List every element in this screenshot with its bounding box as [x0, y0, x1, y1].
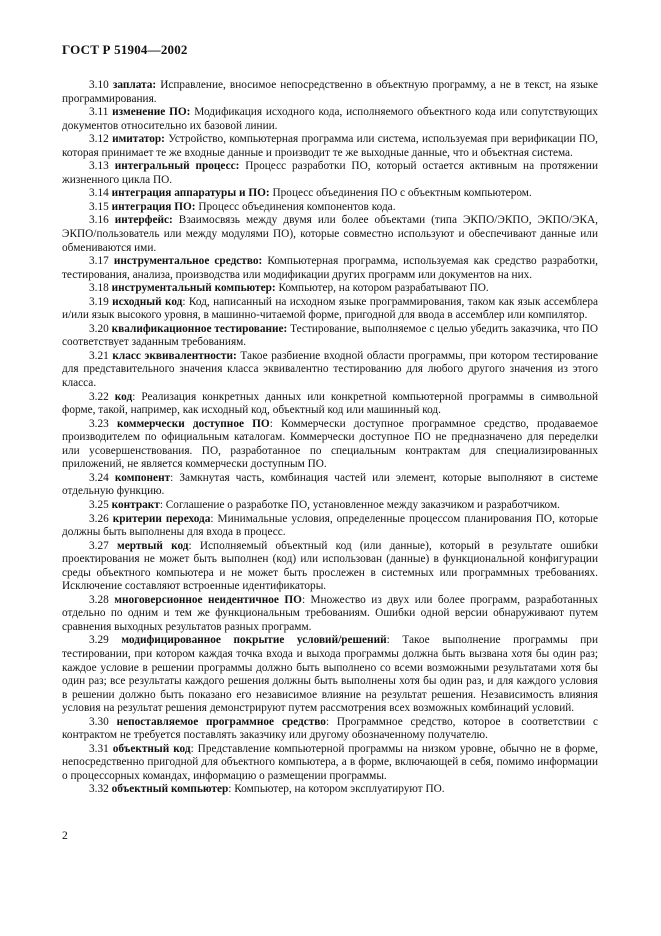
page-number: 2	[62, 830, 68, 842]
entry-definition: Тестирование, выполняемое с целью убедить заказчика, что ПО соответствует заданным требованиям.	[62, 322, 599, 349]
definitions-list	[62, 79, 598, 797]
entry-number: 3.22	[89, 390, 109, 403]
entry-definition: : Минимальные условия, определенные процессом планирования ПО, которые должны быть выполнены для входа в процесс.	[62, 512, 598, 539]
entry-number: 3.17	[89, 255, 109, 268]
definition-entry	[62, 201, 598, 215]
definition-entry	[62, 783, 598, 797]
entry-term: модифицированное покрытие условий/решений	[121, 634, 387, 647]
definition-entry	[62, 255, 598, 282]
entry-number: 3.26	[89, 512, 109, 525]
entry-definition: Процесс разработки ПО, который остается активным на протяжении жизненного цикла ПО.	[62, 160, 599, 186]
entry-number: 3.18	[89, 282, 109, 295]
entry-term: непоставляемое программное средство	[116, 715, 326, 728]
entry-definition: Процесс объединения ПО с объектным компьютером.	[272, 187, 532, 200]
definition-entry	[62, 323, 598, 350]
entry-term: контракт	[111, 498, 160, 511]
entry-term: исходный код	[112, 295, 183, 308]
entry-number: 3.28	[89, 593, 109, 606]
definition-entry	[62, 513, 598, 540]
entry-definition: : Представление компьютерной программы на низком уровне, обычно не в форме, непосредственно пригодной для объектного компьютера, а в форме, включающей в себя, помимо информации о процессорных командах, информацию о размещении программы.	[62, 742, 598, 782]
entry-term: многоверсионное неидентичное ПО	[114, 593, 302, 606]
entry-term: компонент	[114, 471, 171, 484]
definition-entry	[62, 106, 598, 133]
definition-entry	[62, 472, 598, 499]
entry-term: инструментальное средство:	[113, 255, 263, 268]
entry-definition: : Код, написанный на исходном языке программирования, таком как язык ассемблера и/или язык высокого уровня, в машинно-читаемой форме, пригодной для ввода в ассемблер или компилятор.	[62, 295, 598, 322]
entry-number: 3.19	[89, 295, 109, 308]
entry-definition: Такое разбиение входной области программы, при котором тестирование для представительного значения класса эквивалентно тестированию для любого другого значения из этого класса.	[62, 349, 598, 390]
entry-number: 3.30	[89, 715, 109, 728]
definition-entry	[62, 160, 598, 187]
entry-term: мертвый код	[117, 539, 189, 552]
entry-term: заплата:	[112, 79, 157, 91]
definition-entry	[62, 350, 598, 391]
entry-definition: Компьютер, на котором разрабатывают ПО.	[278, 282, 489, 295]
definition-entry	[62, 743, 598, 784]
definition-entry	[62, 716, 598, 743]
entry-number: 3.31	[89, 742, 109, 755]
entry-number: 3.20	[89, 322, 109, 335]
entry-term: коммерчески доступное ПО	[116, 417, 270, 430]
definition-entry	[62, 391, 598, 418]
entry-definition: Процесс объединения компонентов кода.	[198, 200, 396, 213]
entry-term: объектный код	[112, 742, 191, 755]
entry-number: 3.32	[89, 783, 109, 796]
entry-number: 3.12	[89, 133, 109, 146]
definition-entry	[62, 418, 598, 472]
entry-term: интерфейс:	[114, 214, 173, 227]
entry-definition: Взаимосвязь между двумя или более объектами (типа ЭКПО/ЭКПО, ЭКПО/ЭКА, ЭКПО/пользователь или между модулями ПО), которые совместно используют и обеспечивают данные или обмениваются ими.	[62, 214, 598, 254]
entry-term: код	[114, 390, 133, 403]
entry-definition: : Программное средство, которое в соответствии с контрактом не требуется поставлять заказчику или другому обозначенному получателю.	[62, 715, 599, 742]
standard-header: ГОСТ Р 51904—2002	[62, 42, 188, 57]
entry-number: 3.11	[89, 106, 109, 119]
definition-entry	[62, 296, 598, 323]
definition-entry	[62, 79, 598, 106]
entry-term: интеграция ПО:	[111, 200, 196, 213]
definition-entry	[62, 594, 598, 635]
entry-definition: Устройство, компьютерная программа или система, используемая при верификации ПО, которая принимает те же входные данные и производит те же выходные данные, что и объектная система.	[62, 133, 598, 159]
entry-definition: : Такое выполнение программы при тестировании, при котором каждая точка входа и выхода программы должна быть вызвана хотя бы один раз; каждое условие в решении программы должно быть выполнено со всеми возможными результатами хотя бы один раз; все результаты каждого решения должны быть выполнены хотя бы один раз, и для каждого условия в решении должно быть показано его независимое влияние на результат решения. Независимость влияния условия на результат решения демонстрируют путем рассмотрения всех возможных комбинаций условий.	[62, 634, 598, 715]
entry-definition: : Множество из двух или более программ, разработанных отдельно по одним и тем же функциональным требованиям. Ошибки одной версии обнаруживают путем сравнения выходных результатов разных программ.	[62, 593, 598, 633]
entry-definition: : Замкнутая часть, комбинация частей или элемент, которые выполняют в системе отдельную функцию.	[62, 471, 599, 498]
entry-number: 3.13	[89, 160, 109, 173]
entry-definition: : Реализация конкретных данных или конкретной компьютерной программы в символьной форме, такой, например, как исходный код, объектный код или машинный код.	[62, 390, 598, 417]
entry-number: 3.16	[89, 214, 109, 227]
entry-definition: Модификация исходного кода, исполняемого объектного кода или сопутствующих документов относительно их базовой линии.	[62, 106, 598, 132]
definition-entry	[62, 634, 598, 715]
entry-definition: : Коммерчески доступное программное средство, продаваемое производителем по официальным каталогам. Коммерчески доступное ПО не предназначено для переделки или усовершенствования. ПО, разработанное по специальным контрактам для специализированных приложений, не является коммерчески доступным ПО.	[62, 417, 598, 471]
entry-number: 3.21	[89, 349, 109, 362]
entry-definition: Компьютерная программа, используемая как средство разработки, тестирования, анализа, производства или модификации других программ или документов на них.	[62, 255, 599, 281]
entry-definition: : Исполняемый объектный код (или данные), который в результате ошибки проектирования не может быть выполнен (код) или использован (данные) в функциональной конфигурации среды объектного компьютера и не может быть прослежен в системных или программных требованиях. Исключение составляют встроенные идентификаторы.	[62, 539, 599, 593]
entry-term: квалификационное тестирование:	[111, 322, 288, 335]
definition-entry	[62, 133, 598, 160]
entry-definition: : Компьютер, на котором эксплуатируют ПО.	[228, 783, 445, 796]
entry-term: класс эквивалентности:	[112, 349, 237, 362]
entry-number: 3.23	[89, 417, 109, 430]
entry-definition: : Соглашение о разработке ПО, установленное между заказчиком и разработчиком.	[159, 498, 560, 511]
entry-term: инструментальный компьютер:	[111, 282, 276, 295]
entry-term: имитатор:	[112, 133, 165, 146]
entry-number: 3.24	[89, 471, 109, 484]
entry-term: изменение ПО:	[112, 106, 191, 119]
definition-entry	[62, 499, 598, 513]
entry-number: 3.15	[89, 200, 109, 213]
entry-number: 3.14	[89, 187, 109, 200]
entry-term: критерии перехода	[112, 512, 211, 525]
definition-entry	[62, 187, 598, 201]
definition-entry	[62, 282, 598, 296]
entry-definition: Исправление, вносимое непосредственно в объектную программу, а не в текст, на языке программирования.	[62, 79, 598, 105]
entry-number: 3.25	[89, 498, 109, 511]
entry-number: 3.29	[89, 634, 109, 647]
entry-term: интегральный процесс:	[114, 160, 240, 173]
entry-term: интеграция аппаратуры и ПО:	[111, 187, 270, 200]
entry-number: 3.10	[89, 79, 109, 91]
entry-number: 3.27	[89, 539, 109, 552]
definition-entry	[62, 540, 598, 594]
entry-term: объектный компьютер	[111, 783, 229, 796]
definition-entry	[62, 214, 598, 255]
